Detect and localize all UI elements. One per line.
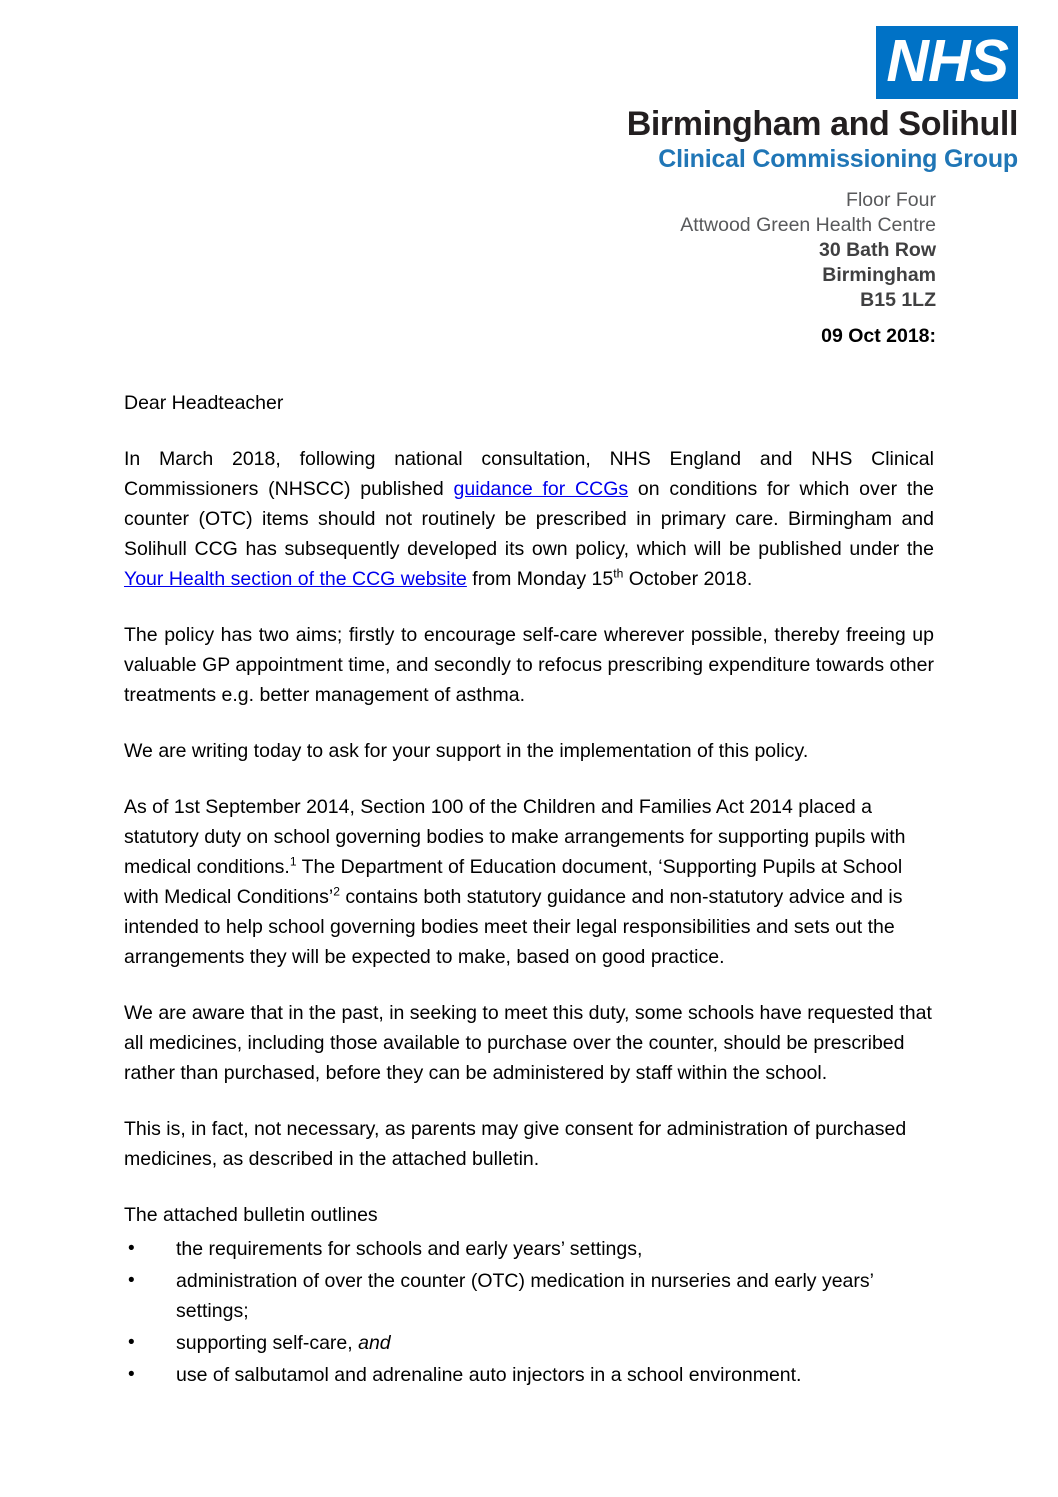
address-line-5: B15 1LZ (860, 289, 936, 311)
list-item (124, 1234, 934, 1264)
address-line-4: Birmingham (822, 264, 936, 286)
paragraph-6: This is, in fact, not necessary, as parents may give consent for administration of purchased medicines, as described in the attached bulletin. (124, 1118, 907, 1170)
bullet-dot-icon: • (128, 1364, 135, 1385)
paragraph-5: We are aware that in the past, in seeking to meet this duty, some schools have requested that all medicines, including those available to purchase over the counter, should be prescribed rather than purchased, before they can be administered by staff within the school. (124, 1002, 932, 1084)
sender-address (680, 188, 936, 313)
list-item-label: supporting self-care, (176, 1332, 359, 1354)
bullet-dot-icon: • (128, 1238, 135, 1259)
p1-segment-2: on conditions for which over the counter (OTC) items should not routinely be prescribed in primary care. Birmingham and Solihull CCG has subsequently developed its own policy, which will be published under the (124, 478, 935, 560)
p1-segment-4: October 2018. (623, 568, 753, 590)
list-item-label: the requirements for schools and early years’ settings, (176, 1238, 643, 1260)
p4-segment-1: As of 1st September 2014, Section 100 of the Children and Families Act 2014 placed a statutory duty on school governing bodies to make arrangements for supporting pupils with medical conditions. (124, 796, 906, 878)
paragraph-1 (124, 444, 934, 594)
paragraph-3: We are writing today to ask for your support in the implementation of this policy. (124, 740, 809, 762)
address-line-3: 30 Bath Row (818, 239, 936, 261)
p1-segment-3: from Monday 15 (466, 568, 614, 590)
bullet-dot-icon: • (128, 1270, 135, 1291)
paragraph-2: The policy has two aims; firstly to encourage self-care wherever possible, thereby freeing up valuable GP appointment time, and secondly to refocus prescribing expenditure towards other treatments e.g. better management of asthma. (124, 624, 934, 706)
your-health-ccg-website-link[interactable]: Your Health section of the CCG website (124, 568, 467, 590)
list-item (124, 1360, 934, 1390)
list-item (124, 1328, 934, 1358)
p4-segment-3: contains both statutory guidance and non-statutory advice and is intended to help school governing bodies meet their legal responsibilities and sets out the arrangements they will be expected to make, based on good practice. (124, 886, 903, 968)
footnote-marker-1: 1 (289, 854, 297, 869)
list-item (124, 1266, 934, 1326)
nhs-wordmark-icon: NHS (876, 26, 1018, 99)
ccg-org-name: Birmingham and Solihull (626, 105, 1018, 143)
bullet-list (124, 1234, 934, 1390)
salutation: Dear Headteacher (124, 392, 284, 414)
paragraph-4 (124, 792, 934, 972)
nhs-logo (618, 26, 1018, 175)
address-line-1: Floor Four (846, 189, 936, 211)
ccg-org-subtitle: Clinical Commissioning Group (658, 145, 1018, 174)
ordinal-suffix-th: th (613, 566, 624, 581)
p1-segment-1: In March 2018, following national consultation, NHS England and NHS Clinical Commissioners (NHSCC) published (124, 448, 934, 500)
address-line-2: Attwood Green Health Centre (680, 214, 936, 236)
bullet-dot-icon: • (128, 1332, 135, 1353)
list-item-label: administration of over the counter (OTC) medication in nurseries and early years’ settings; (176, 1270, 874, 1322)
footnote-marker-2: 2 (333, 884, 340, 899)
list-item-label: use of salbutamol and adrenaline auto injectors in a school environment. (176, 1364, 802, 1386)
list-item-emphasis: and (358, 1332, 391, 1354)
bullet-list-intro: The attached bulletin outlines (124, 1204, 378, 1226)
p4-segment-2: The Department of Education document, ‘Supporting Pupils at School with Medical Conditions’ (124, 856, 903, 908)
letter-date: 09 Oct 2018: (821, 325, 936, 347)
guidance-for-ccgs-link[interactable]: guidance for CCGs (453, 478, 629, 500)
letter-body (124, 388, 934, 1392)
